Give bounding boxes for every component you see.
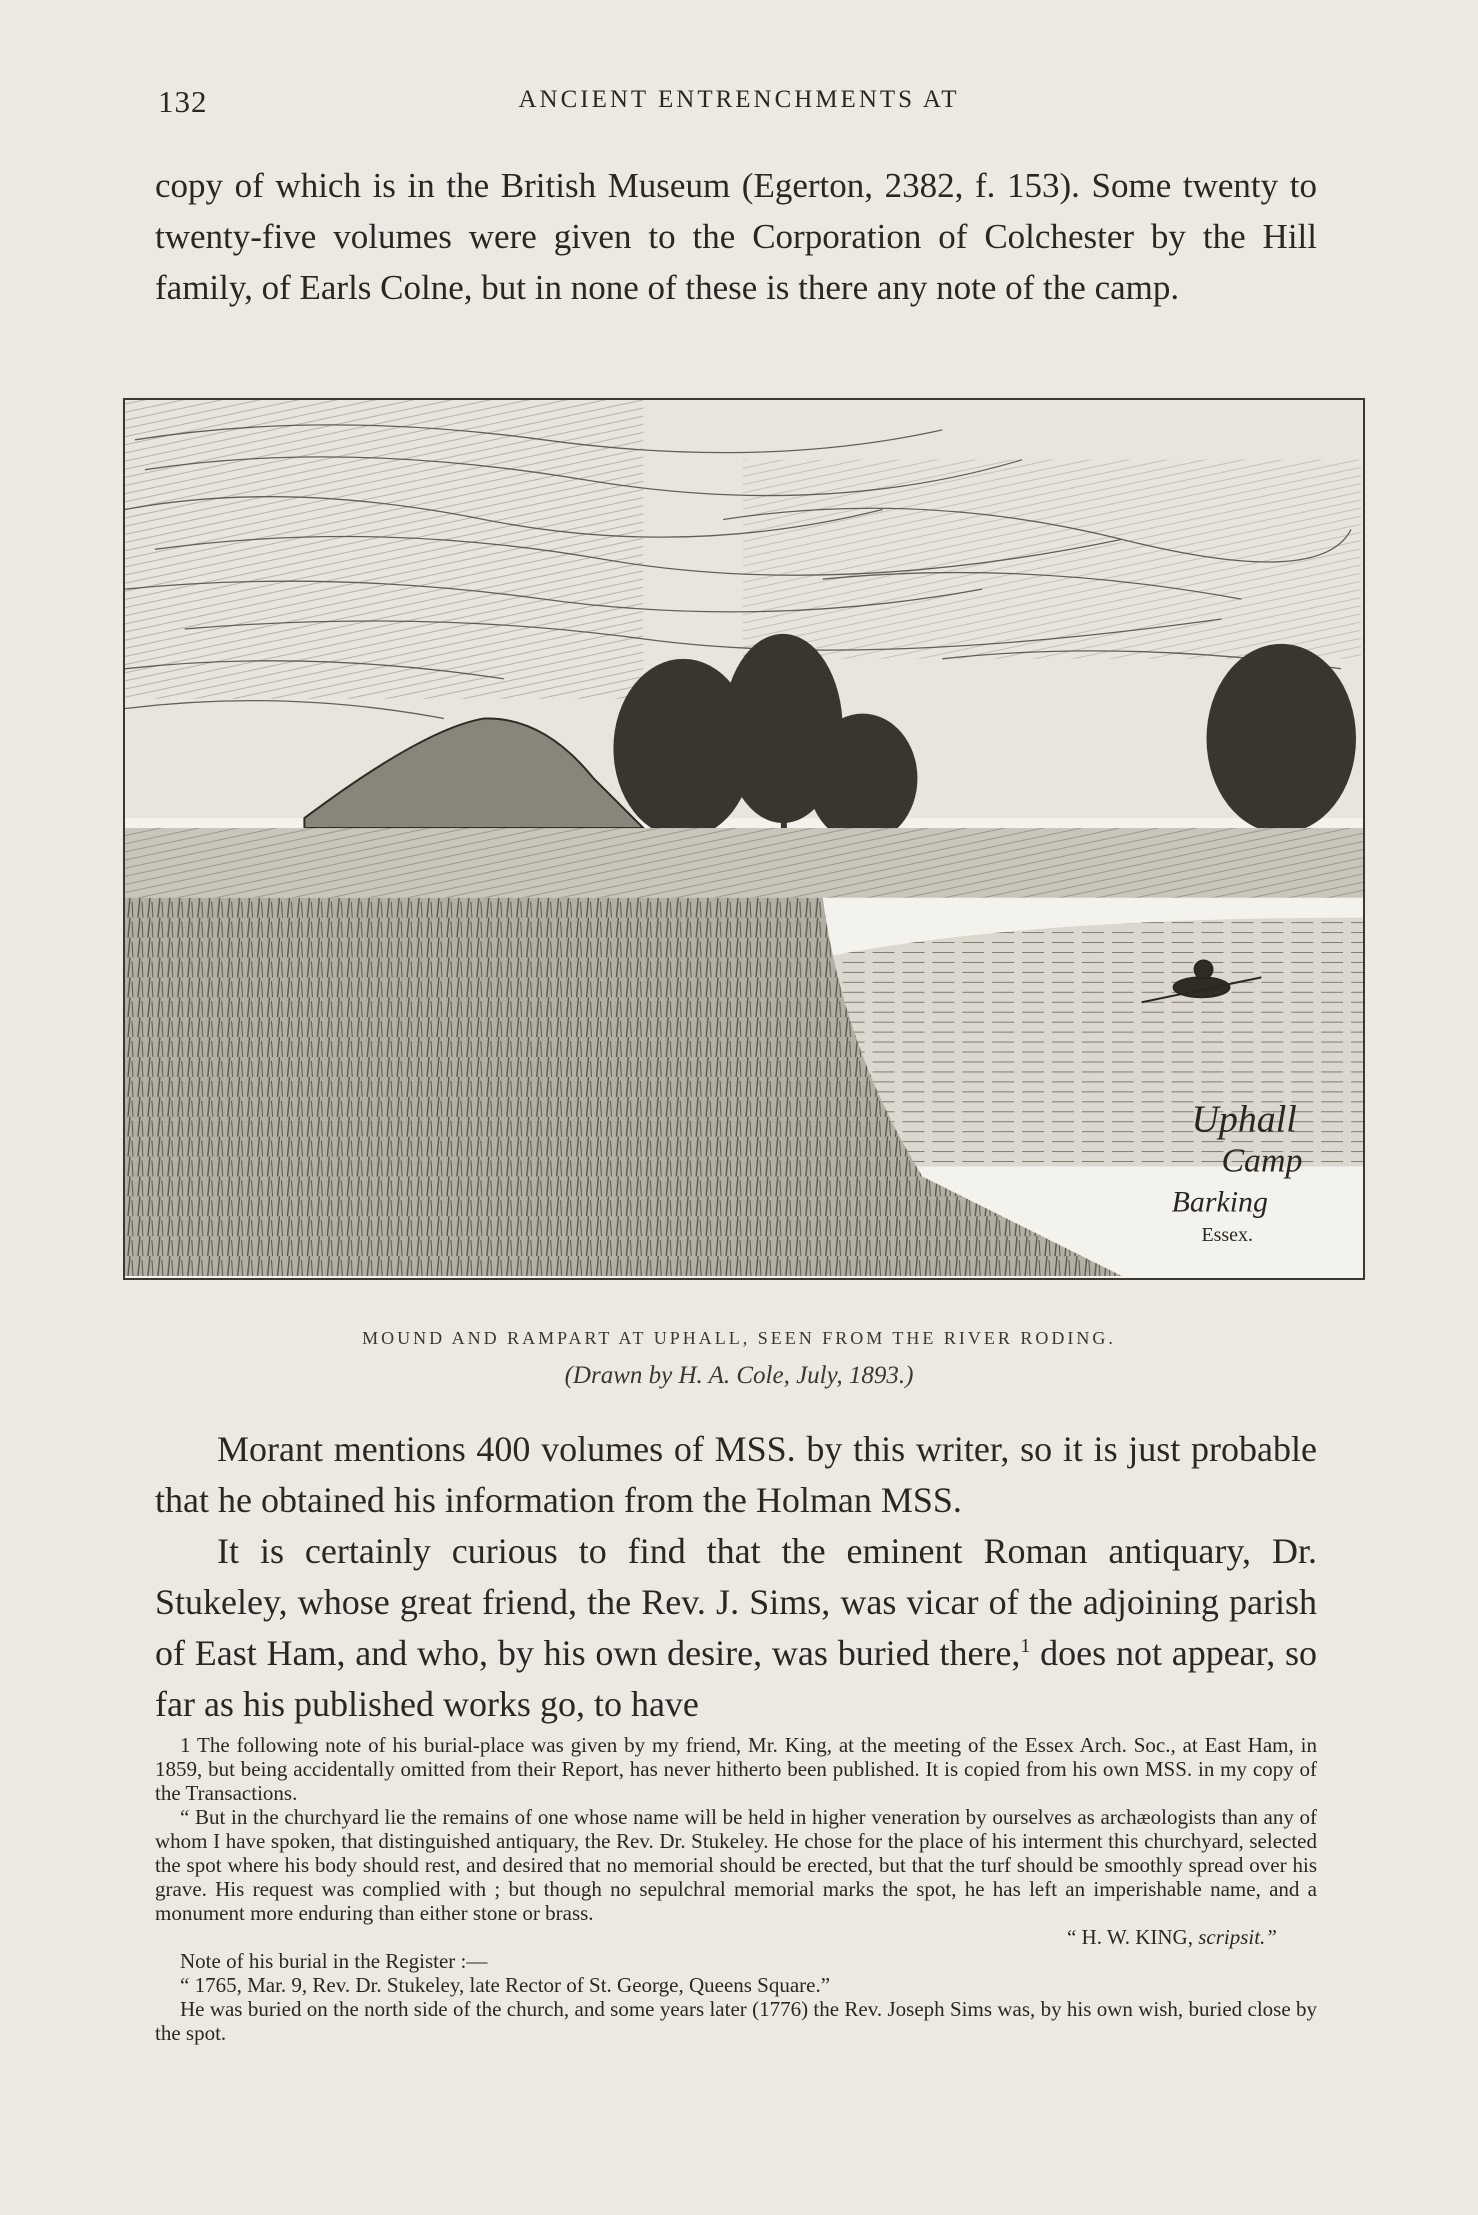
top-paragraph: copy of which is in the British Museum (Egerton, 2382, f. 153). Some twenty to twenty-five volumes were given to the Corporation of Colchester by the Hill family, of Earls Colne, but in none of these is there any note of the camp. bbox=[155, 166, 1317, 307]
closing-note: He was buried on the north side of the church, and some years later (1776) the Rev. Joseph Sims was, by his own wish, buried close by the spot. bbox=[155, 1997, 1317, 2045]
inset-line-4: Essex. bbox=[1201, 1224, 1253, 1247]
footnote-signature bbox=[155, 1925, 1317, 1949]
footnote-quote: “ But in the churchyard lie the remains of one whose name will be held in higher veneration by ourselves as archæologists than any of whom I have spoken, that distinguished antiquary, the Rev. Dr. Stukeley. He chose for the place of his interment this churchyard, selected the spot where his body should rest, and desired that no memorial should be erected, but that the turf should be smoothly spread over his grave. His request was complied with ; but though no sepulchral memorial marks the spot, he has left an imperishable name, and a monument more enduring than either stone or brass. bbox=[155, 1805, 1317, 1925]
paragraph-stukeley-continued: does not appear, so far as his published works go, to have bbox=[155, 1633, 1317, 1724]
footnote-ref: 1 bbox=[1020, 1635, 1031, 1657]
register-entry: “ 1765, Mar. 9, Rev. Dr. Stukeley, late Rector of St. George, Queens Square.” bbox=[180, 1973, 831, 1997]
footnotes bbox=[155, 1733, 1317, 2045]
figure-caption: MOUND AND RAMPART AT UPHALL, SEEN FROM THE RIVER RODING. bbox=[362, 1328, 1116, 1348]
inset-line-2: Camp bbox=[1221, 1142, 1303, 1180]
figure-credit: (Drawn by H. A. Cole, July, 1893.) bbox=[564, 1362, 914, 1389]
register-note: Note of his burial in the Register :— bbox=[180, 1949, 488, 1973]
page-number: 132 bbox=[158, 84, 208, 119]
inset-line-3: Barking bbox=[1171, 1185, 1268, 1219]
paragraph-morant: Morant mentions 400 volumes of MSS. by this writer, so it is just probable that he obtained his information from the Holman MSS. bbox=[155, 1429, 1317, 1520]
running-head: ANCIENT ENTRENCHMENTS AT bbox=[518, 86, 960, 113]
landscape-illustration bbox=[125, 400, 1363, 1278]
signature-scripsit: scripsit.” bbox=[1198, 1925, 1277, 1949]
inset-line-1: Uphall bbox=[1191, 1098, 1297, 1141]
signature-name: “ H. W. KING, bbox=[1066, 1925, 1193, 1949]
paragraph-stukeley-text: It is certainly curious to find that the eminent Roman antiquary, Dr. Stukeley, whose great friend, the Rev. J. Sims, was vicar of the adjoining parish of East Ham, and who, by his own desire, was buried there, bbox=[155, 1531, 1317, 1673]
footnote-1: 1 The following note of his burial-place was given by my friend, Mr. King, at the meeting of the Essex Arch. Soc., at East Ham, in 1859, but being accidentally omitted from their Report, has never hitherto been published. It is copied from his own MSS. in my copy of the Transactions. bbox=[155, 1733, 1317, 1805]
engraving-figure bbox=[123, 398, 1365, 1280]
paragraph-stukeley bbox=[155, 1526, 1317, 1730]
inset-title bbox=[1172, 1099, 1303, 1246]
main-text bbox=[155, 1424, 1317, 1730]
